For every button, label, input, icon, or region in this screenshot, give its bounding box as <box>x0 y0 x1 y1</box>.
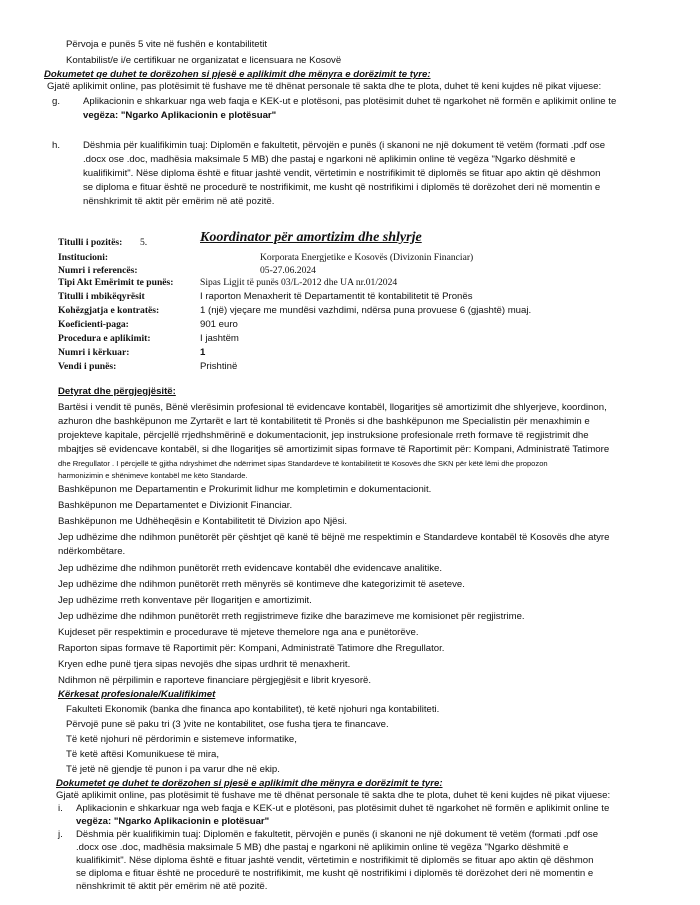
position-number: 5. <box>140 237 148 248</box>
position-title: Koordinator për amortizim dhe shlyrje <box>200 230 422 245</box>
text-line: Fakulteti Ekonomik (banka dhe financa apo kontabilitet), të ketë njohuri nga kontabiliteti. <box>66 704 440 715</box>
text-line: Raporton sipas formave të Raportimit për: Kompani, Administratë Tatimore dhe Rregullator. <box>58 643 445 654</box>
section-heading: Dokumetet qe duhet te dorëzohen si pjesë e aplikimit dhe mënyra e dorëzimit te tyre: <box>44 69 431 80</box>
field-value: 05-27.06.2024 <box>260 265 316 276</box>
text-line: Kujdeset për respektimin e procedurave të mjeteve themelore nga ana e punëtorëve. <box>58 627 419 638</box>
text-line: .docx ose .doc, madhësia maksimale 5 MB) dhe pastaj e ngarkoni në aplikimin online të vegëza "Ngarko dëshmitë e <box>76 842 569 853</box>
text-line: Bartësi i vendit të punës, Bënë vlerësimin profesional të evidencave kontabël, llogaritjes së amortizimit dhe shlyerjeve, koordinon, <box>58 402 607 413</box>
text-line: mbajtjes së evidencave kontabël, si dhe llogaritjes së amortizimit sipas formave të Raportimit për: Kompani, Administratë Tatimore <box>58 444 610 455</box>
text-line: Gjatë aplikimit online, pas plotësimit të fushave me të dhënat personale të sakta dhe te plota, duhet të keni kujdes në pikat vijuese: <box>47 81 602 92</box>
text-line: Jep udhëzime dhe ndihmon punëtorët rreth evidencave kontabël dhe evidencave analitike. <box>58 563 443 574</box>
field-label: Kohëzgjatja e kontratës: <box>58 305 160 316</box>
text-line: nënshkrimit të aktit për emërim në atë pozitë. <box>76 881 268 892</box>
text-line: Kryen edhe punë tjera sipas nevojës dhe sipas urdhrit të menaxherit. <box>58 659 351 670</box>
field-label: Procedura e aplikimit: <box>58 333 151 344</box>
text-line: Gjatë aplikimit online, pas plotësimit të fushave me të dhënat personale të sakta dhe te plota, duhet të keni kujdes në pikat vijuese: <box>56 790 611 801</box>
text-line: Të jetë në gjendje të punon i pa varur dhe në ekip. <box>66 764 280 775</box>
field-label: Vendi i punës: <box>58 361 117 372</box>
field-label: Institucioni: <box>58 252 109 263</box>
text-line: Jep udhëzime dhe ndihmon punëtorët rreth mënyrës së kontimeve dhe kategorizimit të aseteve. <box>58 579 465 590</box>
text-line: Të ketë aftësi Komunikuese të mira, <box>66 749 220 760</box>
field-label: Tipi Akt Emërimit te punës: <box>58 277 174 288</box>
list-marker: i. <box>58 803 63 814</box>
text-line: Aplikacionin e shkarkuar nga web faqja e KEK-ut e plotësoni, pas plotësimit duhet të ngarkohet në formën e aplikimit online te <box>83 96 617 107</box>
section-heading: Kërkesat profesionale/Kualifikimet <box>58 689 216 700</box>
list-marker: j. <box>58 829 63 840</box>
field-label: Numri i kërkuar: <box>58 347 130 358</box>
text-line: nënshkrimit të aktit për emërim në atë pozitë. <box>83 196 275 207</box>
field-value: I jashtëm <box>200 333 239 344</box>
field-label: Numri i referencës: <box>58 265 138 276</box>
text-line: Jep udhëzime dhe ndihmon punëtorët rreth regjistrimeve fizike dhe barazimeve me komisionet për regjistrime. <box>58 611 525 622</box>
text-line: dhe Rregullator . I përcjellë të gjitha ndryshimet dhe ndërrimet sipas Standardeve të kontabilitetit të Kosovës dhe SKN për këtë lëmi dhe propozon <box>58 459 548 468</box>
text-line: Jep udhëzime dhe ndihmon punëtorët për çështjet që kanë të bëjnë me respektimin e Standardeve kontabël të Kosovës dhe atyre <box>58 532 610 543</box>
field-value: Korporata Energjetike e Kosovës (Divizonin Financiar) <box>260 252 474 263</box>
text-line: Përvoja e punës 5 vite në fushën e kontabilitetit <box>66 39 268 50</box>
text-line: se diploma e fituar është ne procedurë te nostrifikimit, me kusht që nostrifikimi i diplomës të dorëzohet deri në momentin e <box>76 868 594 879</box>
list-marker: g. <box>52 96 61 107</box>
text-line: Ndihmon në përpilimin e raporteve financiare përgjegjësit e librit kryesorë. <box>58 675 372 686</box>
text-line: se diploma e fituar është ne procedurë te nostrifikimit, me kusht që nostrifikimi i diplomës të dorëzohet deri në momentin e <box>83 182 601 193</box>
field-value: Sipas Ligjit të punës 03/L-2012 dhe UA nr.01/2024 <box>200 277 398 288</box>
text-line: harmonizimin e shënimeve kontabël me këto Standarde. <box>58 471 248 480</box>
field-value: 901 euro <box>200 319 238 330</box>
field-value: Prishtinë <box>200 361 238 372</box>
text-line: Përvojë pune së paku tri (3 )vite ne kontabilitet, ose fusha tjera te financave. <box>66 719 389 730</box>
text-line: .docx ose .doc, madhësia maksimale 5 MB) dhe pastaj e ngarkoni në aplikimin online të vegëza "Ngarko dëshmitë e <box>83 154 576 165</box>
text-line: azhuron dhe bashkëpunon me Zyrtarët e lart të kontabilitetit të Pronës si dhe bashkëpunon me Specialistin për menaxhimin e <box>58 416 590 427</box>
field-value: 1 (një) vjeçare me mundësi vazhdimi, ndërsa puna provuese 6 (gjashtë) muaj. <box>200 305 532 316</box>
text-line: Dëshmia për kualifikimin tuaj: Diplomën e fakultetit, përvojën e punës (i skanoni ne një dokument të vetëm (formati .pdf ose <box>76 829 599 840</box>
text-line: vegëza: "Ngarko Aplikacionin e plotësuar" <box>83 110 277 121</box>
field-value: 1 <box>200 347 206 358</box>
field-label: Titulli i pozitës: <box>58 237 123 248</box>
text-line: Jep udhëzime rreth konventave për llogaritjen e amortizimit. <box>58 595 312 606</box>
field-value: I raporton Menaxherit të Departamentit të kontabilitetit të Pronës <box>200 291 473 302</box>
text-line: Bashkëpunon me Departamentin e Prokurimit lidhur me kompletimin e dokumentacionit. <box>58 484 432 495</box>
text-line: Bashkëpunon me Udhëheqësin e Kontabilitetit të Divizion apo Njësi. <box>58 516 348 527</box>
text-line: kualifikimit". Nëse diploma është e fituar jashtë vendit, vërtetimin e nostrifikimit të diplomës se fituar apo aktin që dëshmon <box>83 168 601 179</box>
text-line: kualifikimit". Nëse diploma është e fituar jashtë vendit, vërtetimin e nostrifikimit të diplomës se fituar apo aktin që dëshmon <box>76 855 594 866</box>
text-line: Bashkëpunon me Departamentet e Divizionit Financiar. <box>58 500 293 511</box>
list-marker: h. <box>52 140 61 151</box>
text-line: Dëshmia për kualifikimin tuaj: Diplomën e fakultetit, përvojën e punës (i skanoni ne një dokument të vetëm (formati .pdf ose <box>83 140 606 151</box>
text-line: Aplikacionin e shkarkuar nga web faqja e KEK-ut e plotësoni, pas plotësimit duhet të ngarkohet në formën e aplikimit online te <box>76 803 610 814</box>
text-line: projekteve kapitale, përcjellë rrjedhshmërinë e dokumentacionit, jep instruksione profesionale rreth formave të regjistrimit dhe <box>58 430 589 441</box>
section-heading: Dokumetet qe duhet te dorëzohen si pjesë e aplikimit dhe mënyra e dorëzimit te tyre: <box>56 778 443 789</box>
text-line: Kontabilist/e i/e certifikuar ne organizatat e licensuara ne Kosovë <box>66 55 342 66</box>
section-heading: Detyrat dhe përgjegjësitë: <box>58 386 176 397</box>
field-label: Koeficienti-paga: <box>58 319 129 330</box>
text-line: ndërkombëtare. <box>58 546 126 557</box>
field-label: Titulli i mbikëqyrësit <box>58 291 145 302</box>
text-line: vegëza: "Ngarko Aplikacionin e plotësuar" <box>76 816 270 827</box>
text-line: Të ketë njohuri në përdorimin e sistemeve informatike, <box>66 734 297 745</box>
